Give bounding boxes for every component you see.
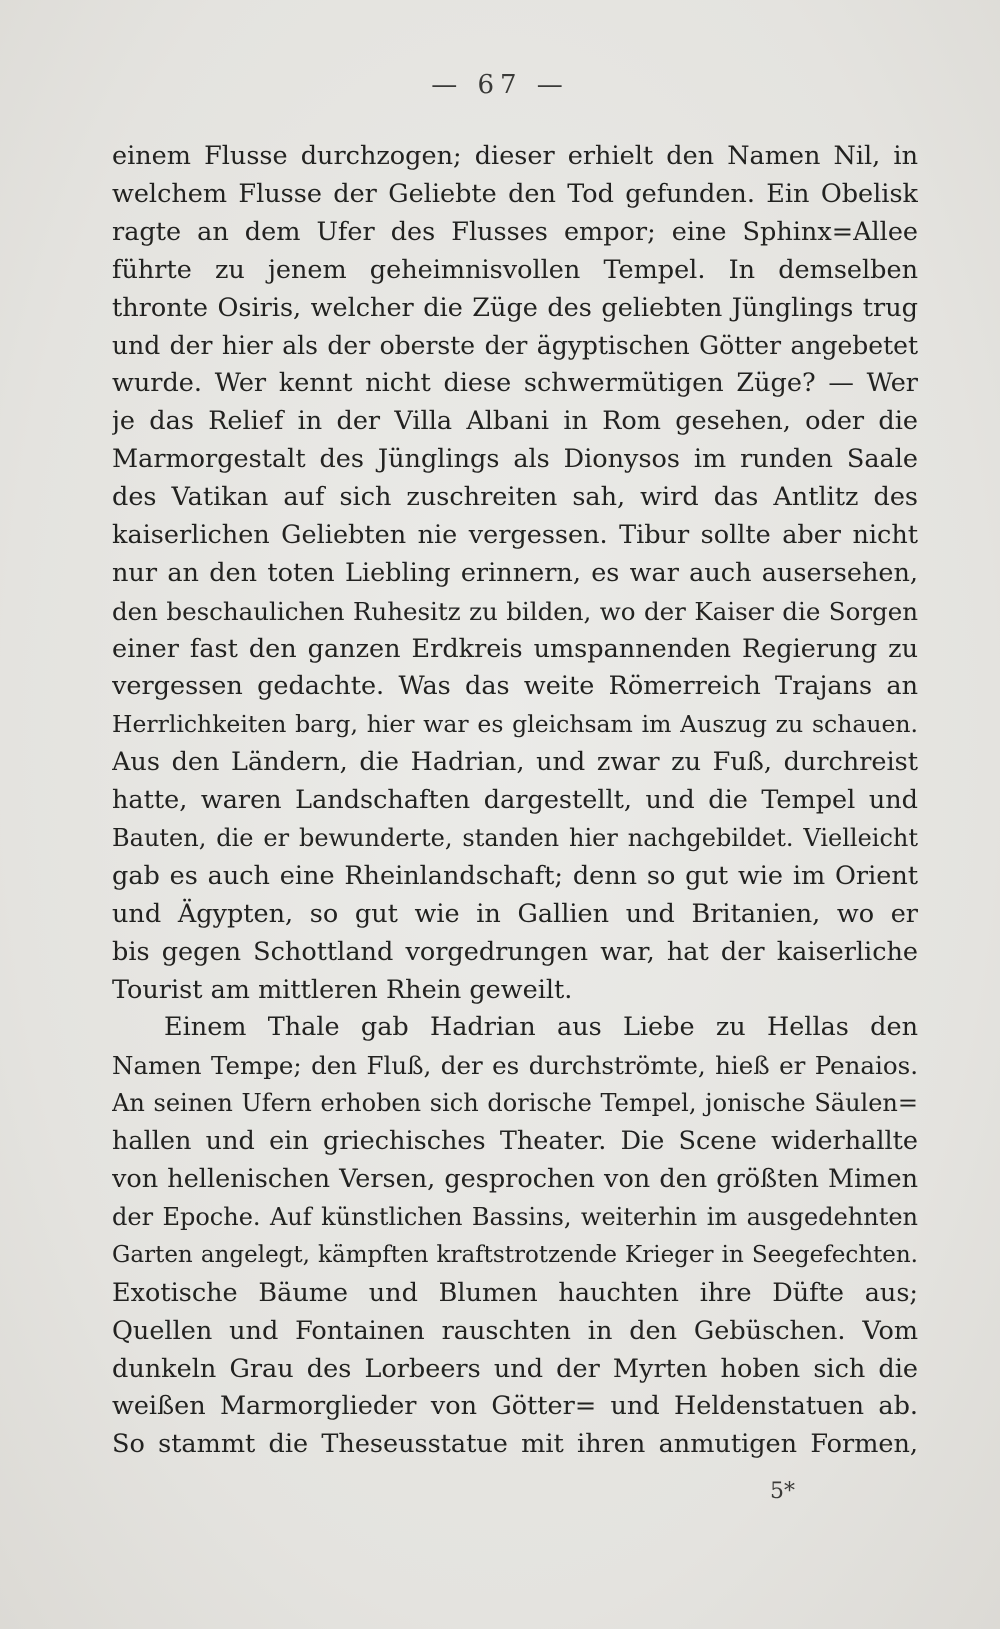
body-text	[112, 138, 918, 1464]
text-line: den beschaulichen Ruhesitz zu bilden, wo der Kaiser die Sorgen	[112, 596, 918, 626]
paragraph-start-line: Einem Thale gab Hadrian aus Liebe zu Hellas den	[164, 1012, 918, 1043]
text-line: vergessen gedachte. Was das weite Römerreich Trajans an	[112, 671, 918, 702]
text-line: Herrlichkeiten barg, hier war es gleichsam im Auszug zu schauen.	[112, 710, 918, 739]
text-line: von hellenischen Versen, gesprochen von den größten Mimen	[112, 1164, 918, 1195]
text-line: einer fast den ganzen Erdkreis umspannenden Regierung zu	[112, 633, 918, 664]
text-line: weißen Marmorglieder von Götter= und Heldenstatuen ab.	[112, 1391, 918, 1422]
text-line: hatte, waren Landschaften dargestellt, und die Tempel und	[112, 785, 918, 816]
text-line: Garten angelegt, kämpften kraftstrotzende Krieger in Seegefechten.	[112, 1241, 918, 1268]
text-line: Bauten, die er bewunderte, standen hier nachgebildet. Vielleicht	[112, 824, 918, 853]
text-line: thronte Osiris, welcher die Züge des geliebten Jünglings trug	[112, 292, 918, 323]
text-line: dunkeln Grau des Lorbeers und der Myrten hoben sich die	[112, 1353, 918, 1384]
text-line: welchem Flusse der Geliebte den Tod gefunden. Ein Obelisk	[112, 178, 918, 209]
page-number-header: — 67 —	[431, 70, 569, 100]
text-line: einem Flusse durchzogen; dieser erhielt den Namen Nil, in	[112, 141, 918, 171]
text-line: und der hier als der oberste der ägyptischen Götter angebetet	[112, 331, 918, 361]
text-line: gab es auch eine Rheinlandschaft; denn so gut wie im Orient	[112, 860, 918, 891]
text-line: führte zu jenem geheimnisvollen Tempel. In demselben	[112, 254, 918, 285]
text-line: ragte an dem Ufer des Flusses empor; eine Sphinx=Allee	[112, 216, 918, 247]
text-line: des Vatikan auf sich zuschreiten sah, wird das Antlitz des	[112, 482, 918, 513]
text-line: Marmorgestalt des Jünglings als Dionysos im runden Saale	[112, 444, 918, 475]
text-line: hallen und ein griechisches Theater. Die Scene widerhallte	[112, 1126, 918, 1157]
text-line: Tourist am mittleren Rhein geweilt.	[112, 974, 573, 1005]
signature-mark: 5*	[770, 1479, 795, 1504]
text-line: Aus den Ländern, die Hadrian, und zwar zu Fuß, durchreist	[112, 747, 918, 778]
text-line: der Epoche. Auf künstlichen Bassins, weiterhin im ausgedehnten	[112, 1202, 918, 1231]
text-line: Namen Tempe; den Fluß, der es durchströmte, hieß er Penaios.	[112, 1051, 918, 1081]
text-line: An seinen Ufern erhoben sich dorische Tempel, jonische Säulen=	[112, 1089, 918, 1118]
text-line: wurde. Wer kennt nicht diese schwermütigen Züge? — Wer	[112, 368, 918, 399]
text-line: kaiserlichen Geliebten nie vergessen. Tibur sollte aber nicht	[112, 519, 918, 550]
text-line: Exotische Bäume und Blumen hauchten ihre Düfte aus;	[112, 1277, 918, 1308]
text-line: nur an den toten Liebling erinnern, es war auch ausersehen,	[112, 557, 918, 588]
text-line: bis gegen Schottland vorgedrungen war, hat der kaiserliche	[112, 936, 918, 967]
text-line: So stammt die Theseusstatue mit ihren anmutigen Formen,	[112, 1429, 918, 1460]
text-line: Quellen und Fontainen rauschten in den Gebüschen. Vom	[112, 1315, 918, 1346]
text-line: je das Relief in der Villa Albani in Rom gesehen, oder die	[112, 406, 918, 437]
text-line: und Ägypten, so gut wie in Gallien und Britanien, wo er	[112, 898, 918, 929]
